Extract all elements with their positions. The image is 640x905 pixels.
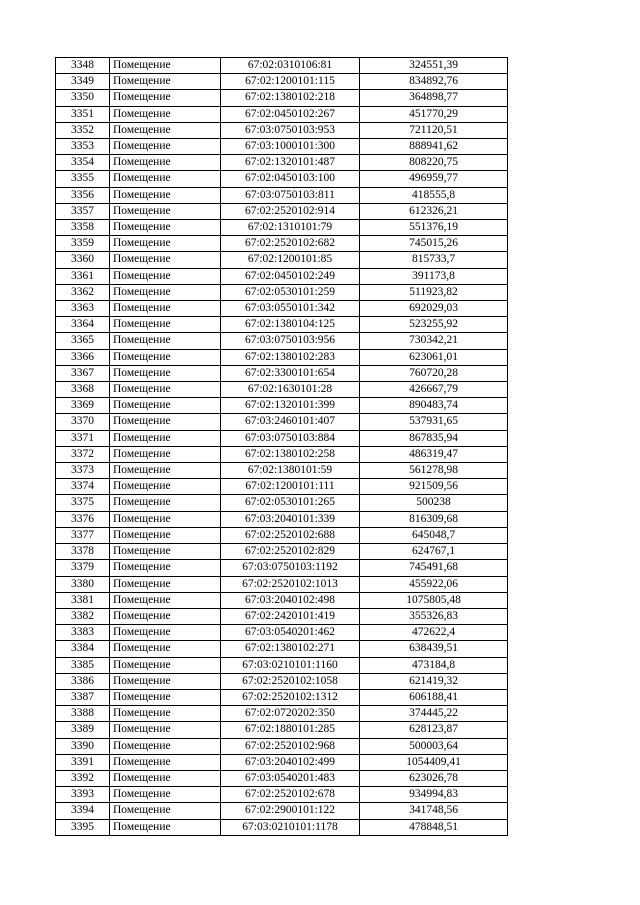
cadastral-number-cell: 67:02:0450102:267 [221,106,360,122]
cadastral-number-cell: 67:03:0750103:1192 [221,560,360,576]
cadastral-value-cell: 816309,68 [360,511,508,527]
object-type-cell: Помещение [110,479,221,495]
row-number-cell: 3367 [56,365,110,381]
cadastral-number-cell: 67:02:1200101:85 [221,252,360,268]
cadastral-value-cell: 1075805,48 [360,592,508,608]
table-row [56,625,508,641]
cadastral-number-cell: 67:02:2520102:688 [221,527,360,543]
row-number-cell: 3358 [56,220,110,236]
cadastral-number-cell: 67:02:0530101:259 [221,284,360,300]
row-number-cell: 3368 [56,382,110,398]
object-type-cell: Помещение [110,317,221,333]
cadastral-number-cell: 67:02:0450102:249 [221,268,360,284]
row-number-cell: 3393 [56,787,110,803]
table-row [56,365,508,381]
object-type-cell: Помещение [110,236,221,252]
cadastral-value-cell: 760720,28 [360,365,508,381]
row-number-cell: 3384 [56,641,110,657]
cadastral-number-cell: 67:03:0750103:953 [221,122,360,138]
table-row [56,430,508,446]
table-row [56,592,508,608]
object-type-cell: Помещение [110,301,221,317]
row-number-cell: 3394 [56,803,110,819]
table-row [56,122,508,138]
cadastral-value-cell: 808220,75 [360,155,508,171]
object-type-cell: Помещение [110,722,221,738]
cadastral-value-cell: 623026,78 [360,770,508,786]
cadastral-number-cell: 67:02:1380102:218 [221,90,360,106]
table-row [56,139,508,155]
table-row [56,90,508,106]
cadastral-value-cell: 511923,82 [360,284,508,300]
cadastral-value-cell: 815733,7 [360,252,508,268]
table-row [56,706,508,722]
cadastral-value-cell: 341748,56 [360,803,508,819]
object-type-cell: Помещение [110,414,221,430]
cadastral-number-cell: 67:02:2520102:914 [221,203,360,219]
object-type-cell: Помещение [110,495,221,511]
object-type-cell: Помещение [110,220,221,236]
row-number-cell: 3372 [56,446,110,462]
cadastral-number-cell: 67:02:1380101:59 [221,463,360,479]
row-number-cell: 3355 [56,171,110,187]
object-type-cell: Помещение [110,738,221,754]
cadastral-value-cell: 500238 [360,495,508,511]
object-type-cell: Помещение [110,446,221,462]
cadastral-value-cell: 537931,65 [360,414,508,430]
cadastral-value-cell: 934994,83 [360,787,508,803]
row-number-cell: 3379 [56,560,110,576]
cadastral-number-cell: 67:02:1380102:271 [221,641,360,657]
row-number-cell: 3352 [56,122,110,138]
table-row [56,236,508,252]
cadastral-number-cell: 67:02:0720202:350 [221,706,360,722]
cadastral-value-cell: 374445,22 [360,706,508,722]
cadastral-number-cell: 67:03:0750103:811 [221,187,360,203]
cadastral-value-cell: 561278,98 [360,463,508,479]
table-row [56,673,508,689]
cadastral-number-cell: 67:03:2040102:498 [221,592,360,608]
table-row [56,527,508,543]
cadastral-number-cell: 67:02:2520102:682 [221,236,360,252]
row-number-cell: 3369 [56,398,110,414]
cadastral-number-cell: 67:03:0750103:956 [221,333,360,349]
cadastral-value-cell: 523255,92 [360,317,508,333]
cadastral-value-cell: 888941,62 [360,139,508,155]
row-number-cell: 3392 [56,770,110,786]
cadastral-value-cell: 478848,51 [360,819,508,835]
row-number-cell: 3380 [56,576,110,592]
cadastral-number-cell: 67:02:2520102:678 [221,787,360,803]
registry-table [55,57,508,836]
table-row [56,657,508,673]
table-row [56,463,508,479]
table-row [56,317,508,333]
table-row [56,220,508,236]
table-row [56,203,508,219]
object-type-cell: Помещение [110,155,221,171]
row-number-cell: 3371 [56,430,110,446]
cadastral-number-cell: 67:02:2900101:122 [221,803,360,819]
cadastral-number-cell: 67:03:0210101:1178 [221,819,360,835]
cadastral-number-cell: 67:02:0530101:265 [221,495,360,511]
row-number-cell: 3353 [56,139,110,155]
object-type-cell: Помещение [110,463,221,479]
cadastral-number-cell: 67:02:2520102:1312 [221,689,360,705]
cadastral-value-cell: 551376,19 [360,220,508,236]
cadastral-number-cell: 67:02:1380102:283 [221,349,360,365]
cadastral-value-cell: 624767,1 [360,544,508,560]
row-number-cell: 3386 [56,673,110,689]
object-type-cell: Помещение [110,268,221,284]
table-row [56,268,508,284]
cadastral-value-cell: 745015,26 [360,236,508,252]
cadastral-value-cell: 745491,68 [360,560,508,576]
cadastral-number-cell: 67:02:3300101:654 [221,365,360,381]
cadastral-value-cell: 692029,03 [360,301,508,317]
table-row [56,787,508,803]
table-row [56,333,508,349]
cadastral-number-cell: 67:02:2520102:1058 [221,673,360,689]
object-type-cell: Помещение [110,187,221,203]
table-row [56,446,508,462]
table-row [56,284,508,300]
row-number-cell: 3387 [56,689,110,705]
object-type-cell: Помещение [110,673,221,689]
object-type-cell: Помещение [110,689,221,705]
cadastral-number-cell: 67:03:0550101:342 [221,301,360,317]
object-type-cell: Помещение [110,90,221,106]
object-type-cell: Помещение [110,754,221,770]
cadastral-number-cell: 67:02:1320101:399 [221,398,360,414]
cadastral-value-cell: 730342,21 [360,333,508,349]
table-row [56,301,508,317]
cadastral-value-cell: 451770,29 [360,106,508,122]
object-type-cell: Помещение [110,139,221,155]
cadastral-number-cell: 67:02:1380104:125 [221,317,360,333]
cadastral-number-cell: 67:02:2520102:829 [221,544,360,560]
table-row [56,641,508,657]
cadastral-value-cell: 324551,39 [360,58,508,74]
row-number-cell: 3382 [56,608,110,624]
object-type-cell: Помещение [110,608,221,624]
object-type-cell: Помещение [110,511,221,527]
row-number-cell: 3373 [56,463,110,479]
row-number-cell: 3390 [56,738,110,754]
cadastral-number-cell: 67:02:1380102:258 [221,446,360,462]
row-number-cell: 3351 [56,106,110,122]
row-number-cell: 3365 [56,333,110,349]
document-page [55,57,507,836]
row-number-cell: 3363 [56,301,110,317]
cadastral-value-cell: 496959,77 [360,171,508,187]
row-number-cell: 3388 [56,706,110,722]
row-number-cell: 3370 [56,414,110,430]
object-type-cell: Помещение [110,74,221,90]
row-number-cell: 3378 [56,544,110,560]
row-number-cell: 3354 [56,155,110,171]
table-row [56,495,508,511]
table-row [56,754,508,770]
table-row [56,58,508,74]
cadastral-value-cell: 621419,32 [360,673,508,689]
row-number-cell: 3389 [56,722,110,738]
table-row [56,414,508,430]
row-number-cell: 3376 [56,511,110,527]
cadastral-number-cell: 67:02:1880101:285 [221,722,360,738]
cadastral-value-cell: 418555,8 [360,187,508,203]
row-number-cell: 3381 [56,592,110,608]
row-number-cell: 3361 [56,268,110,284]
row-number-cell: 3377 [56,527,110,543]
row-number-cell: 3366 [56,349,110,365]
object-type-cell: Помещение [110,171,221,187]
row-number-cell: 3359 [56,236,110,252]
table-row [56,479,508,495]
cadastral-number-cell: 67:03:2460101:407 [221,414,360,430]
object-type-cell: Помещение [110,592,221,608]
table-row [56,576,508,592]
row-number-cell: 3357 [56,203,110,219]
cadastral-value-cell: 426667,79 [360,382,508,398]
cadastral-value-cell: 867835,94 [360,430,508,446]
table-row [56,689,508,705]
cadastral-value-cell: 834892,76 [360,74,508,90]
row-number-cell: 3350 [56,90,110,106]
table-row [56,155,508,171]
cadastral-number-cell: 67:03:0750103:884 [221,430,360,446]
object-type-cell: Помещение [110,284,221,300]
object-type-cell: Помещение [110,770,221,786]
cadastral-value-cell: 638439,51 [360,641,508,657]
row-number-cell: 3360 [56,252,110,268]
table-row [56,398,508,414]
object-type-cell: Помещение [110,203,221,219]
cadastral-number-cell: 67:02:2520102:968 [221,738,360,754]
object-type-cell: Помещение [110,544,221,560]
object-type-cell: Помещение [110,819,221,835]
cadastral-value-cell: 645048,7 [360,527,508,543]
object-type-cell: Помещение [110,430,221,446]
table-row [56,770,508,786]
cadastral-number-cell: 67:02:0450103:100 [221,171,360,187]
cadastral-number-cell: 67:02:1630101:28 [221,382,360,398]
row-number-cell: 3375 [56,495,110,511]
cadastral-value-cell: 721120,51 [360,122,508,138]
object-type-cell: Помещение [110,560,221,576]
object-type-cell: Помещение [110,803,221,819]
cadastral-value-cell: 1054409,41 [360,754,508,770]
cadastral-value-cell: 355326,83 [360,608,508,624]
cadastral-value-cell: 500003,64 [360,738,508,754]
object-type-cell: Помещение [110,641,221,657]
row-number-cell: 3362 [56,284,110,300]
row-number-cell: 3391 [56,754,110,770]
object-type-cell: Помещение [110,382,221,398]
object-type-cell: Помещение [110,527,221,543]
row-number-cell: 3395 [56,819,110,835]
cadastral-number-cell: 67:02:1200101:115 [221,74,360,90]
cadastral-value-cell: 921509,56 [360,479,508,495]
table-row [56,74,508,90]
row-number-cell: 3383 [56,625,110,641]
table-row [56,171,508,187]
cadastral-value-cell: 623061,01 [360,349,508,365]
object-type-cell: Помещение [110,333,221,349]
cadastral-number-cell: 67:03:2040102:499 [221,754,360,770]
table-row [56,560,508,576]
cadastral-number-cell: 67:02:2520102:1013 [221,576,360,592]
object-type-cell: Помещение [110,787,221,803]
cadastral-number-cell: 67:02:2420101:419 [221,608,360,624]
cadastral-number-cell: 67:03:0540201:462 [221,625,360,641]
table-row [56,544,508,560]
object-type-cell: Помещение [110,706,221,722]
object-type-cell: Помещение [110,252,221,268]
table-row [56,803,508,819]
table-row [56,349,508,365]
row-number-cell: 3348 [56,58,110,74]
object-type-cell: Помещение [110,106,221,122]
cadastral-value-cell: 455922,06 [360,576,508,592]
table-row [56,511,508,527]
cadastral-value-cell: 628123,87 [360,722,508,738]
table-row [56,252,508,268]
table-row [56,819,508,835]
table-row [56,738,508,754]
object-type-cell: Помещение [110,122,221,138]
row-number-cell: 3349 [56,74,110,90]
table-row [56,382,508,398]
object-type-cell: Помещение [110,365,221,381]
object-type-cell: Помещение [110,625,221,641]
object-type-cell: Помещение [110,398,221,414]
cadastral-value-cell: 473184,8 [360,657,508,673]
cadastral-number-cell: 67:02:1200101:111 [221,479,360,495]
row-number-cell: 3364 [56,317,110,333]
cadastral-number-cell: 67:03:2040101:339 [221,511,360,527]
object-type-cell: Помещение [110,576,221,592]
row-number-cell: 3356 [56,187,110,203]
object-type-cell: Помещение [110,349,221,365]
cadastral-number-cell: 67:03:0210101:1160 [221,657,360,673]
row-number-cell: 3374 [56,479,110,495]
cadastral-value-cell: 606188,41 [360,689,508,705]
table-row [56,608,508,624]
cadastral-value-cell: 391173,8 [360,268,508,284]
cadastral-number-cell: 67:02:1320101:487 [221,155,360,171]
table-row [56,187,508,203]
object-type-cell: Помещение [110,657,221,673]
cadastral-number-cell: 67:03:1000101:300 [221,139,360,155]
row-number-cell: 3385 [56,657,110,673]
cadastral-number-cell: 67:02:1310101:79 [221,220,360,236]
table-row [56,722,508,738]
table-row [56,106,508,122]
cadastral-number-cell: 67:03:0540201:483 [221,770,360,786]
cadastral-value-cell: 612326,21 [360,203,508,219]
cadastral-value-cell: 364898,77 [360,90,508,106]
registry-table-body [56,58,508,836]
cadastral-value-cell: 486319,47 [360,446,508,462]
cadastral-number-cell: 67:02:0310106:81 [221,58,360,74]
object-type-cell: Помещение [110,58,221,74]
cadastral-value-cell: 472622,4 [360,625,508,641]
cadastral-value-cell: 890483,74 [360,398,508,414]
